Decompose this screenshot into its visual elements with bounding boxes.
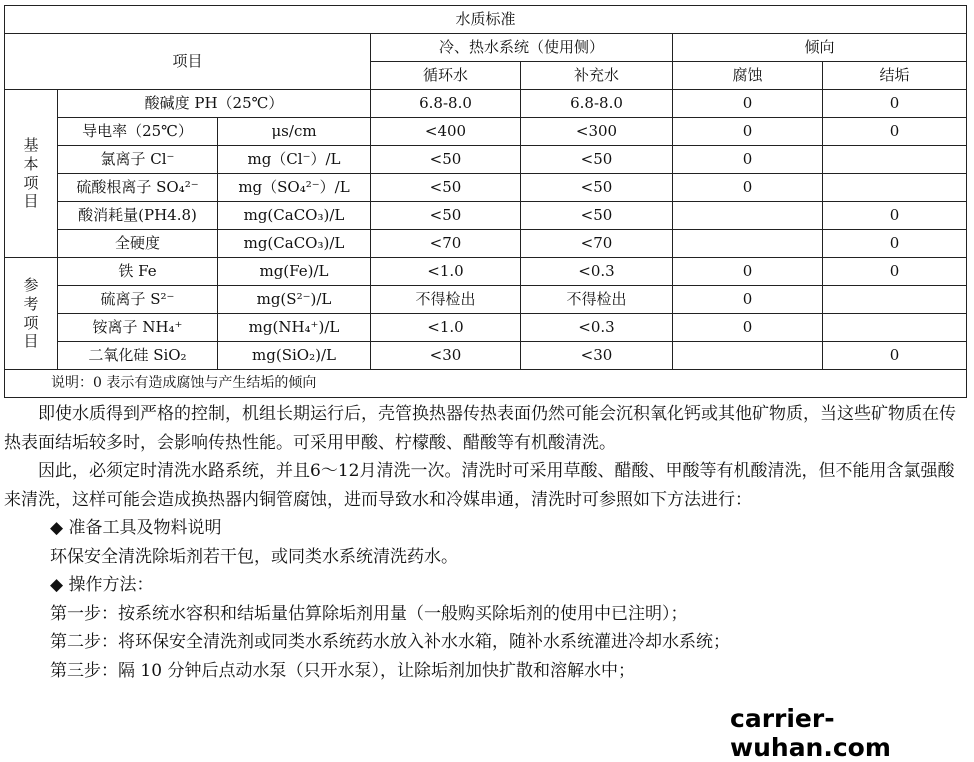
header-makeup-water: 补充水	[521, 62, 673, 90]
header-scaling: 结垢	[823, 62, 967, 90]
row-circulating-value: <50	[371, 174, 521, 202]
row-unit: mg(NH₄⁺)/L	[218, 314, 371, 342]
header-item: 项目	[5, 34, 371, 90]
row-makeup-value: <0.3	[521, 258, 673, 286]
paragraph-cleaning-schedule: 因此，必须定时清洗水路系统，并且6～12月清洗一次。清洗时可采用草酸、醋酸、甲酸等有机酸清洗，但不能用含氯强酸来清洗，这样可能会造成换热器内铜管腐蚀，进而导致水和冷媒串通，清洗时可参照如下方法进行：	[4, 461, 955, 510]
header-circulating-water: 循环水	[371, 62, 521, 90]
row-corrosion-mark: 0	[673, 174, 823, 202]
row-unit: mg(S²⁻)/L	[218, 286, 371, 314]
row-unit: mg（SO₄²⁻）/L	[218, 174, 371, 202]
row-scaling-mark: 0	[823, 230, 967, 258]
row-unit: mg(SiO₂)/L	[218, 342, 371, 370]
row-circulating-value: <400	[371, 118, 521, 146]
row-scaling-mark	[823, 286, 967, 314]
heading-tools-materials: ◆ 准备工具及物料说明	[50, 518, 222, 538]
row-makeup-value: <50	[521, 202, 673, 230]
row-scaling-mark: 0	[823, 118, 967, 146]
row-makeup-value: <70	[521, 230, 673, 258]
step-three: 第三步：隔 10 分钟后点动水泵（只开水泵），让除垢剂加快扩散和溶解水中；	[50, 660, 635, 681]
row-unit: mg(CaCO₃)/L	[218, 202, 371, 230]
tools-materials-text: 环保安全清洗除垢剂若干包，或同类水系统清洗药水。	[50, 546, 458, 567]
table-row	[5, 286, 967, 314]
table-row	[5, 174, 967, 202]
table-row	[5, 342, 967, 370]
heading-operation-method: ◆ 操作方法：	[50, 575, 154, 595]
row-corrosion-mark: 0	[673, 258, 823, 286]
row-scaling-mark	[823, 314, 967, 342]
group-reference-items: 参考项目	[5, 258, 58, 370]
table-row	[5, 118, 967, 146]
table-row	[5, 230, 967, 258]
table-row	[5, 146, 967, 174]
table-row	[5, 258, 967, 286]
row-name: 硫酸根离子 SO₄²⁻	[58, 174, 218, 202]
row-circulating-value: 不得检出	[371, 286, 521, 314]
table-row	[5, 314, 967, 342]
header-tendency: 倾向	[673, 34, 967, 62]
table-row	[5, 202, 967, 230]
row-makeup-value: <50	[521, 174, 673, 202]
row-makeup-value: <50	[521, 146, 673, 174]
row-unit: mg（Cl⁻）/L	[218, 146, 371, 174]
row-corrosion-mark	[673, 342, 823, 370]
row-makeup-value: <0.3	[521, 314, 673, 342]
row-makeup-value: <300	[521, 118, 673, 146]
row-name: 二氧化硅 SiO₂	[58, 342, 218, 370]
row-circulating-value: <1.0	[371, 258, 521, 286]
row-corrosion-mark	[673, 202, 823, 230]
group-basic-items: 基本项目	[5, 90, 58, 258]
row-name: 硫离子 S²⁻	[58, 286, 218, 314]
paragraph-mineral-deposits: 即使水质得到严格的控制，机组长期运行后，壳管换热器传热表面仍然可能会沉积氧化钙或其他矿物质，当这些矿物质在传热表面结垢较多时，会影响传热性能。可采用甲酸、柠檬酸、醋酸等有机酸清洗。	[4, 404, 956, 453]
row-name: 氯离子 Cl⁻	[58, 146, 218, 174]
table-note: 说明：0 表示有造成腐蚀与产生结垢的倾向	[5, 370, 967, 398]
row-scaling-mark: 0	[823, 258, 967, 286]
row-scaling-mark	[823, 146, 967, 174]
table-title: 水质标准	[5, 6, 967, 34]
header-corrosion: 腐蚀	[673, 62, 823, 90]
row-unit: mg(CaCO₃)/L	[218, 230, 371, 258]
row-scaling-mark: 0	[823, 90, 967, 118]
row-circulating-value: <30	[371, 342, 521, 370]
row-corrosion-mark: 0	[673, 146, 823, 174]
row-corrosion-mark: 0	[673, 90, 823, 118]
row-name: 导电率（25℃）	[58, 118, 218, 146]
row-circulating-value: <70	[371, 230, 521, 258]
row-name: 铁 Fe	[58, 258, 218, 286]
row-name: 酸碱度 PH（25℃）	[58, 90, 371, 118]
row-corrosion-mark	[673, 230, 823, 258]
row-unit: mg(Fe)/L	[218, 258, 371, 286]
header-system: 冷、热水系统（使用侧）	[371, 34, 673, 62]
row-circulating-value: <50	[371, 146, 521, 174]
water-quality-table	[4, 5, 967, 398]
row-name: 酸消耗量(PH4.8)	[58, 202, 218, 230]
body-text	[4, 400, 966, 685]
row-makeup-value: 6.8-8.0	[521, 90, 673, 118]
row-corrosion-mark: 0	[673, 118, 823, 146]
row-scaling-mark	[823, 174, 967, 202]
step-one: 第一步：按系统水容积和结垢量估算除垢剂用量（一般购买除垢剂的使用中已注明）；	[50, 603, 688, 624]
row-makeup-value: <30	[521, 342, 673, 370]
row-name: 铵离子 NH₄⁺	[58, 314, 218, 342]
row-makeup-value: 不得检出	[521, 286, 673, 314]
row-scaling-mark: 0	[823, 202, 967, 230]
row-unit: μs/cm	[218, 118, 371, 146]
row-corrosion-mark: 0	[673, 286, 823, 314]
row-circulating-value: <50	[371, 202, 521, 230]
table-row	[5, 90, 967, 118]
watermark: carrier-wuhan.com	[730, 704, 891, 762]
row-scaling-mark: 0	[823, 342, 967, 370]
step-two: 第二步：将环保安全清洗剂或同类水系统药水放入补水水箱，随补水系统灌进冷却水系统；	[50, 632, 730, 652]
row-name: 全硬度	[58, 230, 218, 258]
row-corrosion-mark: 0	[673, 314, 823, 342]
row-circulating-value: 6.8-8.0	[371, 90, 521, 118]
row-circulating-value: <1.0	[371, 314, 521, 342]
